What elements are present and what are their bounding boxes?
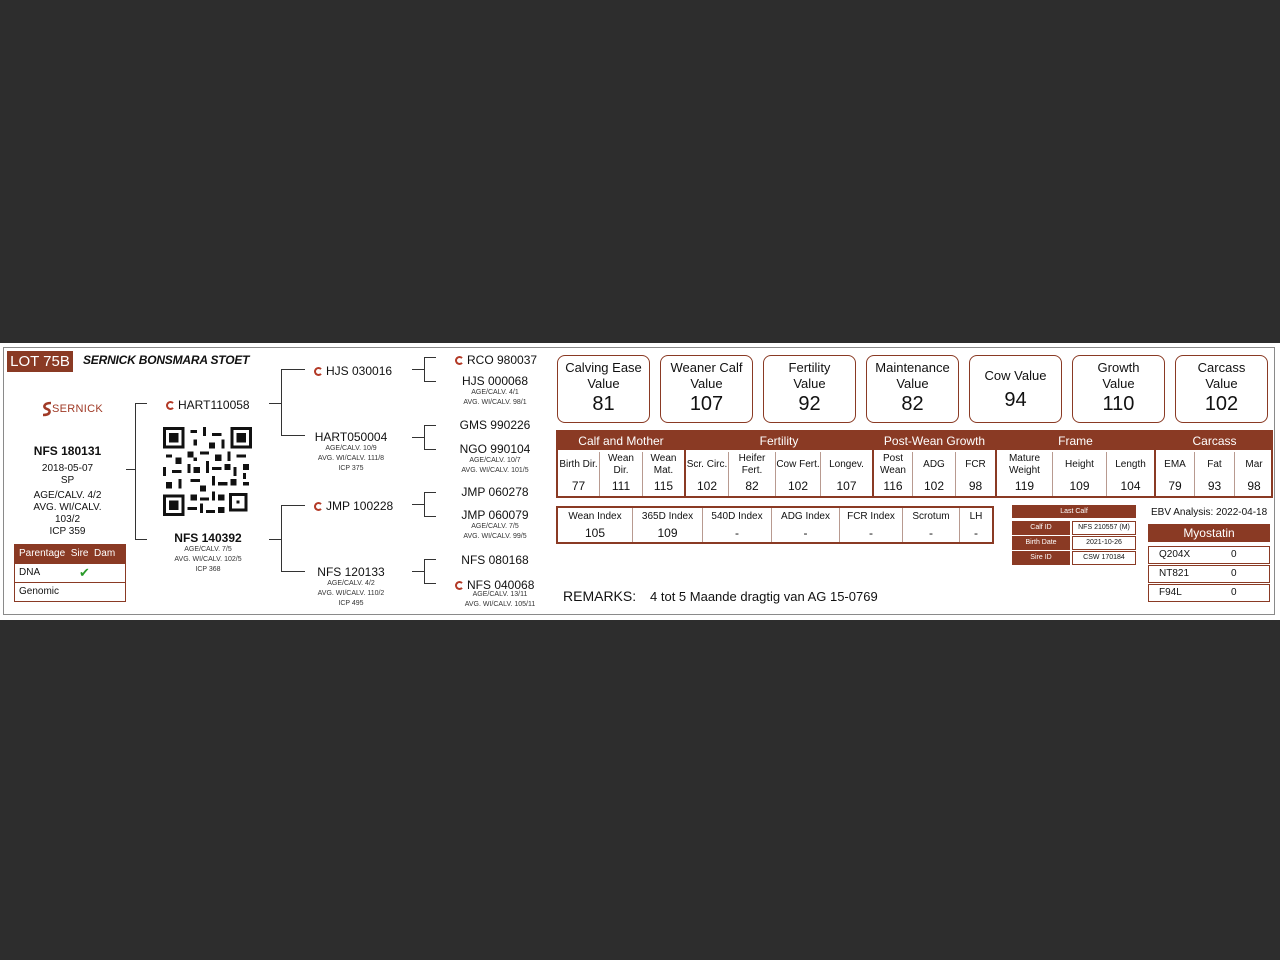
ssd-avg: AVG. WI/CALV. 98/1	[463, 399, 527, 406]
connector	[424, 492, 436, 493]
last-calf-title: Last Calf	[1012, 505, 1136, 518]
ebv-value: 107	[836, 479, 857, 493]
dna-label: DNA	[19, 567, 41, 578]
last-calf-row	[1012, 536, 1136, 550]
index-value: 105	[584, 526, 606, 540]
index-adg	[772, 508, 839, 542]
connector	[424, 425, 425, 449]
ebv-height	[1053, 452, 1106, 496]
ebv-longev	[821, 452, 872, 496]
ebv-ema	[1156, 452, 1194, 496]
ssd	[450, 374, 540, 408]
value-label: Fertility Value	[788, 360, 831, 391]
index-value: -	[869, 526, 873, 540]
value-box-fertility	[763, 355, 856, 423]
animal-info	[20, 444, 115, 538]
calf-id-label: Calf ID	[1012, 521, 1070, 535]
dss-id: JMP 060278	[461, 485, 529, 499]
connector	[281, 435, 305, 436]
last-calf-row	[1012, 551, 1136, 565]
birth-date-label: Birth Date	[1012, 536, 1070, 550]
connector	[412, 504, 424, 505]
parentage-table	[14, 544, 126, 602]
breeder-mark-icon	[166, 401, 175, 410]
index-scrotum	[903, 508, 959, 542]
connector	[135, 403, 136, 540]
sire-id-value: CSW 170184	[1072, 551, 1136, 565]
ddd-id: NFS 040068	[467, 578, 535, 592]
dam-dam	[303, 565, 399, 609]
index-value: 109	[657, 526, 678, 540]
ebv-label: ADG	[923, 459, 945, 470]
animal-icp: ICP 359	[49, 526, 86, 537]
index-label: FCR Index	[847, 511, 895, 522]
group-calf-and-mother: Calf and Mother	[558, 432, 684, 450]
connector	[281, 369, 282, 435]
ebv-label: Mature Weight	[1008, 453, 1041, 476]
sire-sire-id: HJS 030016	[326, 364, 393, 378]
remarks-text: 4 tot 5 Maande dragtig van AG 15-0769	[650, 589, 878, 604]
dam-sire-id: JMP 100228	[326, 499, 394, 513]
value-number: 102	[1204, 393, 1239, 415]
myostatin-table	[1148, 524, 1270, 602]
ebv-label: EMA	[1164, 459, 1186, 470]
value-label: Calving Ease Value	[565, 360, 642, 391]
ebv-birth-dir	[558, 452, 599, 496]
breeder-mark-icon	[455, 356, 464, 365]
dds-id: NFS 080168	[461, 553, 529, 567]
sss	[455, 351, 537, 369]
animal-age-calv: AGE/CALV. 4/2	[33, 490, 102, 501]
sire-sire	[314, 362, 392, 380]
lot-number: LOT 75B	[7, 351, 73, 372]
ebv-analysis-date: EBV Analysis: 2022-04-18	[1151, 507, 1268, 518]
marker-value: 0	[1231, 549, 1237, 560]
ebv-wean-dir	[600, 452, 642, 496]
dam-dam-id: NFS 120133	[317, 565, 385, 579]
ebv-value: 115	[653, 479, 674, 493]
ebv-label: Post Wean	[880, 453, 906, 476]
group-carcass: Carcass	[1156, 432, 1273, 450]
logo-text: SERNICK	[52, 403, 103, 415]
value-label: Carcass Value	[1197, 360, 1246, 391]
value-label: Maintenance Value	[875, 360, 950, 391]
ddd-avg: AVG. WI/CALV. 105/11	[464, 601, 536, 608]
dam-avg: AVG. WI/CALV. 102/5	[174, 556, 242, 563]
ebv-value: 104	[1120, 479, 1141, 493]
marker-value: 0	[1231, 568, 1237, 579]
value-label: Weaner Calf Value	[670, 360, 743, 391]
ebv-value: 109	[1069, 479, 1090, 493]
ebv-table	[556, 430, 1273, 498]
sss-id: RCO 980037	[467, 353, 538, 367]
sire-dam	[303, 430, 399, 474]
group-frame: Frame	[997, 432, 1154, 450]
ebv-label: Heifer Fert.	[738, 453, 766, 476]
connector	[424, 425, 436, 426]
dna-row	[15, 563, 125, 582]
dsd-id: JMP 060079	[461, 508, 529, 522]
dam-dam-avg: AVG. WI/CALV. 110/2	[317, 590, 385, 597]
sire-dam-icp: ICP 375	[338, 465, 364, 472]
calf-id-value: NFS 210557 (M)	[1072, 521, 1136, 535]
dsd-avg: AVG. WI/CALV. 99/5	[463, 533, 527, 540]
ebv-label: Length	[1115, 459, 1146, 470]
marker-name: Q204X	[1159, 549, 1191, 560]
ssd-id: HJS 000068	[461, 374, 529, 388]
ebv-label: FCR	[965, 459, 986, 470]
sds-id: GMS 990226	[459, 418, 531, 432]
animal-status: SP	[60, 475, 75, 486]
dam-id: NFS 140392	[174, 531, 242, 545]
group-post-wean-growth: Post-Wean Growth	[874, 432, 995, 450]
ebv-value: 98	[968, 479, 983, 493]
breeder-mark-icon	[314, 502, 323, 511]
ebv-label: Fat	[1207, 459, 1222, 470]
ebv-value: 79	[1168, 479, 1182, 493]
ebv-label: Scr. Circ.	[686, 459, 728, 470]
breeder-mark-icon	[455, 581, 464, 590]
dsd	[450, 508, 540, 542]
value-box-weaner-calf	[660, 355, 753, 423]
value-label: Growth Value	[1097, 360, 1140, 391]
genomic-label: Genomic	[19, 586, 60, 597]
connector	[424, 381, 436, 382]
dsd-age-calv: AGE/CALV. 7/5	[471, 523, 519, 530]
index-label: LH	[969, 511, 983, 522]
sdd-age-calv: AGE/CALV. 10/7	[469, 457, 521, 464]
parentage-header: Parentage Sire Dam	[15, 545, 125, 563]
ddd-info	[450, 590, 550, 610]
myostatin-title: Myostatin	[1148, 524, 1270, 542]
index-label: Wean Index	[568, 511, 622, 522]
remarks-label: REMARKS:	[563, 588, 637, 604]
connector	[269, 403, 281, 404]
index-table	[556, 506, 994, 544]
value-box-growth	[1072, 355, 1165, 423]
value-box-maintenance	[866, 355, 959, 423]
ddd-age-calv: AGE/CALV. 13/11	[472, 591, 528, 598]
connector	[281, 369, 305, 370]
connector	[424, 357, 425, 381]
dam-age-calv: AGE/CALV. 7/5	[184, 546, 232, 553]
index-label: ADG Index	[781, 511, 830, 522]
connector	[412, 571, 424, 572]
sire	[166, 396, 250, 414]
birth-date-value: 2021-10-26	[1072, 536, 1136, 550]
value-number: 82	[901, 393, 924, 415]
index-540d	[703, 508, 771, 542]
connector	[135, 539, 147, 540]
genomic-row	[15, 582, 125, 601]
sire-id-label: Sire ID	[1012, 551, 1070, 565]
value-label: Cow Value	[984, 368, 1047, 383]
connector	[281, 505, 305, 506]
dam	[158, 531, 258, 575]
ebv-label: Cow Fert.	[776, 459, 820, 470]
lot-card	[0, 343, 1280, 620]
connector	[424, 516, 436, 517]
index-label: 365D Index	[641, 511, 694, 522]
animal-avg: AVG. WI/CALV. 103/2	[33, 502, 102, 525]
ebv-value: 102	[923, 479, 945, 493]
dds	[450, 553, 540, 567]
ebv-wean-mat	[643, 452, 684, 496]
ebv-heifer-fert	[729, 452, 775, 496]
myostatin-row	[1148, 584, 1270, 602]
connector	[126, 469, 135, 470]
ebv-label: Height	[1065, 459, 1094, 470]
ebv-scr-circ	[686, 452, 728, 496]
value-number: 92	[798, 393, 821, 415]
connector	[412, 369, 424, 370]
sdd-id: NGO 990104	[459, 442, 531, 456]
index-lh	[960, 508, 992, 542]
index-fcr	[840, 508, 902, 542]
connector	[269, 539, 281, 540]
connector	[424, 449, 436, 450]
connector	[412, 437, 424, 438]
sdd-avg: AVG. WI/CALV. 101/5	[461, 467, 529, 474]
index-value: -	[735, 526, 739, 540]
ebv-mature-weight	[997, 452, 1052, 496]
myostatin-row	[1148, 565, 1270, 583]
marker-name: NT821	[1159, 568, 1190, 579]
marker-value: 0	[1231, 587, 1237, 598]
connector	[424, 583, 436, 584]
connector	[424, 357, 436, 358]
connector	[281, 505, 282, 571]
ebv-value: 93	[1207, 479, 1222, 493]
value-box-carcass	[1175, 355, 1268, 423]
connector	[424, 559, 425, 583]
ebv-label: Longev.	[829, 459, 864, 470]
ebv-value: 119	[1014, 479, 1035, 493]
ebv-value: 102	[696, 479, 718, 493]
sire-id: HART110058	[178, 398, 250, 412]
ebv-fat	[1195, 452, 1234, 496]
check-icon: ✔	[79, 565, 90, 580]
ebv-length	[1107, 452, 1154, 496]
ebv-label: Wean Dir.	[608, 453, 634, 476]
index-label: Scrotum	[912, 511, 950, 522]
animal-dob: 2018-05-07	[41, 463, 94, 474]
connector	[135, 403, 147, 404]
myostatin-row	[1148, 546, 1270, 564]
index-value: -	[803, 526, 808, 540]
breed-title: SERNICK BONSMARA STOET	[83, 353, 250, 367]
index-label: 540D Index	[711, 511, 763, 522]
value-number: 94	[1004, 389, 1027, 411]
dam-icp: ICP 368	[195, 566, 221, 573]
dam-dam-age-calv: AGE/CALV. 4/2	[327, 580, 375, 587]
ebv-value: 77	[571, 479, 586, 493]
index-wean	[558, 508, 632, 542]
ebv-fcr	[956, 452, 995, 496]
group-fertility: Fertility	[686, 432, 872, 450]
ebv-value: 98	[1247, 479, 1261, 493]
remarks	[563, 588, 878, 604]
sds	[450, 418, 540, 432]
value-box-calving-ease	[557, 355, 650, 423]
ebv-mar	[1235, 452, 1273, 496]
ebv-label: Wean Mat.	[650, 453, 677, 476]
connector	[281, 571, 305, 572]
ebv-post-wean	[874, 452, 912, 496]
value-number: 110	[1102, 393, 1135, 415]
breeder-mark-icon	[314, 367, 323, 376]
ebv-adg	[913, 452, 955, 496]
index-value: -	[974, 526, 978, 540]
sire-dam-id: HART050004	[314, 430, 388, 444]
ebv-cow-fert	[776, 452, 820, 496]
index-value: -	[929, 526, 933, 540]
sire-dam-avg: AVG. WI/CALV. 111/8	[317, 455, 385, 462]
sire-dam-age-calv: AGE/CALV. 10/9	[325, 445, 377, 452]
ebv-value: 116	[883, 479, 903, 493]
sdd	[450, 442, 540, 476]
value-box-cow	[969, 355, 1062, 423]
last-calf-table	[1012, 505, 1136, 565]
connector	[424, 559, 436, 560]
index-365d	[633, 508, 702, 542]
dam-sire	[314, 497, 393, 515]
ebv-label: Birth Dir.	[559, 459, 598, 470]
ssd-age-calv: AGE/CALV. 4/1	[471, 389, 519, 396]
qr-code-icon	[163, 427, 252, 516]
last-calf-row	[1012, 521, 1136, 535]
sernick-logo	[40, 400, 110, 418]
ebv-value: 111	[611, 479, 631, 493]
ebv-value: 82	[745, 479, 759, 493]
dam-dam-icp: ICP 495	[338, 600, 364, 607]
ebv-label: Mar	[1245, 459, 1263, 470]
connector	[424, 492, 425, 516]
marker-name: F94L	[1159, 587, 1182, 598]
value-number: 107	[689, 393, 724, 415]
value-number: 81	[592, 393, 615, 415]
dss	[450, 485, 540, 499]
animal-id: NFS 180131	[33, 444, 102, 458]
ebv-value: 102	[787, 479, 809, 493]
